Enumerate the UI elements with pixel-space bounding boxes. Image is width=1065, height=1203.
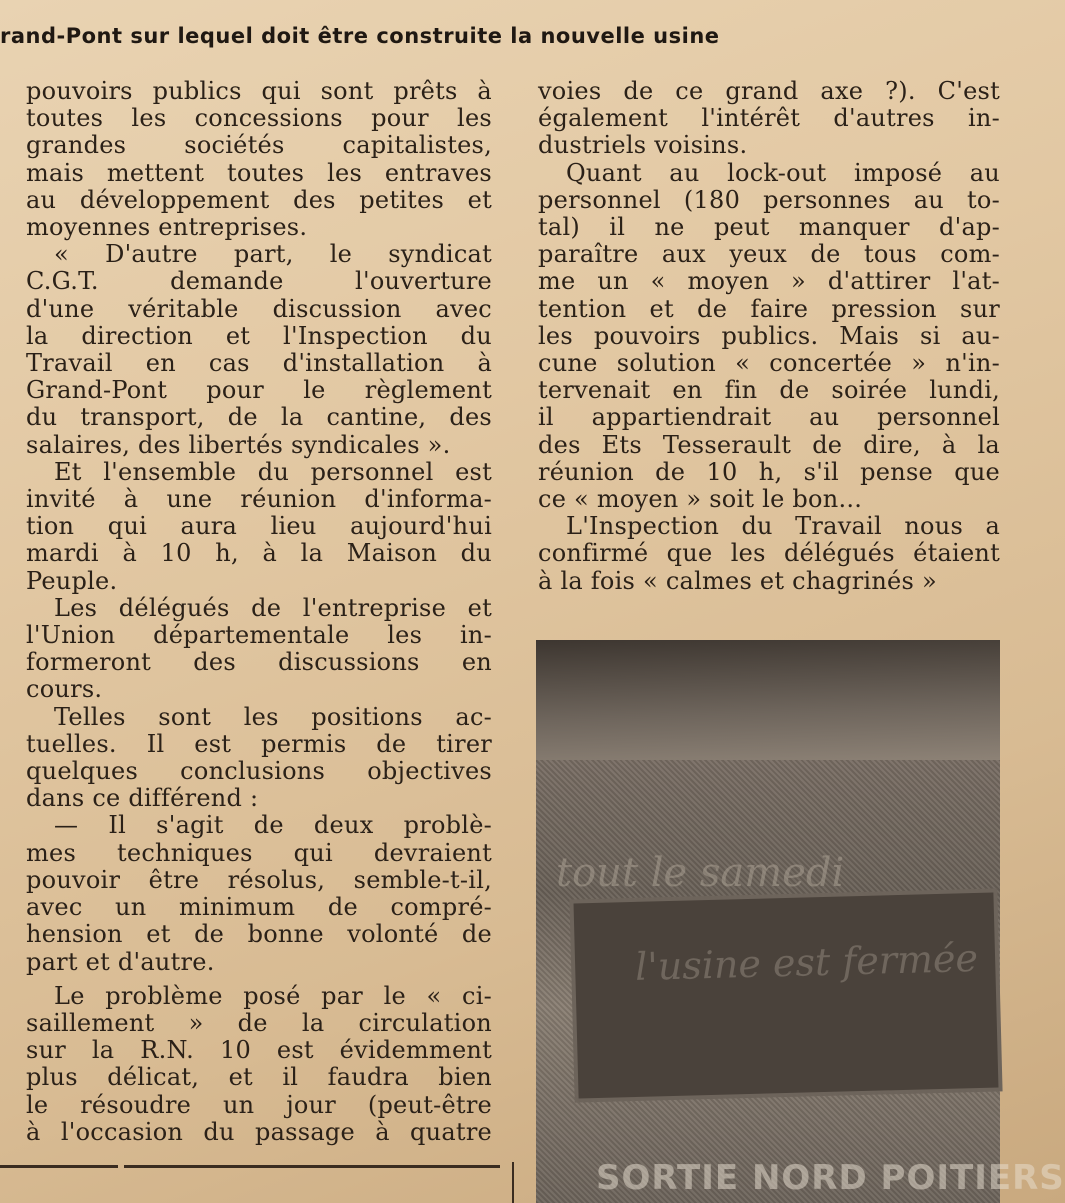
text-line: des Ets Tesserault de dire, à la <box>538 430 1000 459</box>
text-line: — Il s'agit de deux problè- <box>54 811 492 840</box>
text-line: me un « moyen » d'attirer l'at- <box>538 267 1000 296</box>
text-line: également l'intérêt d'autres in- <box>538 104 1000 133</box>
text-line: mardi à 10 h, à la Maison du <box>26 539 492 568</box>
text-line: Grand-Pont pour le règlement <box>26 376 492 405</box>
text-line: la direction et l'Inspection du <box>26 321 492 350</box>
text-line: quelques conclusions objectives <box>26 757 492 786</box>
text-line: à la fois « calmes et chagrinés » <box>538 566 937 595</box>
text-line: Et l'ensemble du personnel est <box>54 457 492 486</box>
text-line: tuelles. Il est permis de tirer <box>26 729 492 758</box>
text-line: L'Inspection du Travail nous a <box>566 512 1000 541</box>
article-column-right <box>538 78 1000 595</box>
photo-bottom-text: SORTIE NORD POITIERS <box>596 1158 1065 1198</box>
text-line: Quant au lock-out imposé au <box>566 158 1000 187</box>
text-line: dustriels voisins. <box>538 131 748 160</box>
photo-sign-inner-text: l'usine est fermée <box>634 935 979 989</box>
text-line: Telles sont les positions ac- <box>54 702 492 731</box>
text-line: au développement des petites et <box>26 185 492 214</box>
text-line: Les délégués de l'entreprise et <box>54 593 492 622</box>
text-line: l'Union départementale les in- <box>26 621 492 650</box>
article-column-left <box>26 78 492 1146</box>
text-line: cune solution « concertée » n'in- <box>538 349 1000 378</box>
text-line: Peuple. <box>26 566 118 595</box>
text-line: voies de ce grand axe ?). C'est <box>538 77 1000 105</box>
text-line: d'une véritable discussion avec <box>26 294 492 323</box>
text-line: le résoudre un jour (peut-être <box>26 1090 492 1119</box>
photo-sign-text: tout le samedi <box>556 850 845 896</box>
text-line: salaires, des libertés syndicales ». <box>26 430 451 459</box>
text-line: moyennes entreprises. <box>26 213 308 242</box>
text-line: avec un minimum de compré- <box>26 893 492 922</box>
text-line: les pouvoirs publics. Mais si au- <box>538 321 1000 350</box>
text-line: « D'autre part, le syndicat <box>54 240 492 269</box>
text-line: personnel (180 personnes au to- <box>538 185 1000 214</box>
text-line: hension et de bonne volonté de <box>26 920 492 949</box>
text-line: paraître aux yeux de tous com- <box>538 240 1000 269</box>
column-divider <box>512 1162 514 1203</box>
text-line: sur la R.N. 10 est évidemment <box>26 1036 492 1065</box>
text-line: Travail en cas d'installation à <box>26 349 492 378</box>
bottom-rule <box>0 1165 118 1168</box>
text-line: Le problème posé par le « ci- <box>54 981 492 1010</box>
text-line: tervenait en fin de soirée lundi, <box>538 376 1000 405</box>
photo-sky <box>536 640 1000 760</box>
text-line: mes techniques qui devraient <box>26 838 492 867</box>
text-line: plus délicat, et il faudra bien <box>26 1063 492 1092</box>
text-line: à l'occasion du passage à quatre <box>26 1117 492 1146</box>
text-line: dans ce différend : <box>26 784 259 813</box>
text-line: formeront des discussions en <box>26 648 492 677</box>
text-line: saillement » de la circulation <box>26 1008 492 1037</box>
text-line: invité à une réunion d'informa- <box>26 485 492 514</box>
text-line: tion qui aura lieu aujourd'hui <box>26 512 492 541</box>
text-line: confirmé que les délégués étaient <box>538 539 1000 568</box>
photo-sign-board <box>574 893 999 1099</box>
text-line: ce « moyen » soit le bon... <box>538 485 863 514</box>
text-line: C.G.T. demande l'ouverture <box>26 267 492 296</box>
photo-caption: rand-Pont sur lequel doit être construite la nouvelle usine <box>0 24 720 48</box>
text-line: grandes sociétés capitalistes, <box>26 131 492 160</box>
text-line: cours. <box>26 675 103 704</box>
text-line: part et d'autre. <box>26 947 215 976</box>
text-line: mais mettent toutes les entraves <box>26 158 492 187</box>
bottom-rule <box>124 1165 500 1168</box>
text-line: tention et de faire pression sur <box>538 294 1000 323</box>
text-line: toutes les concessions pour les <box>26 104 492 133</box>
text-line: réunion de 10 h, s'il pense que <box>538 457 1000 486</box>
text-line: pouvoir être résolus, semble-t-il, <box>26 865 492 894</box>
news-photo <box>536 640 1065 1203</box>
text-line: tal) il ne peut manquer d'ap- <box>538 213 1000 242</box>
text-line: du transport, de la cantine, des <box>26 403 492 432</box>
text-line: pouvoirs publics qui sont prêts à <box>26 77 492 105</box>
text-line: il appartiendrait au personnel <box>538 403 1000 432</box>
